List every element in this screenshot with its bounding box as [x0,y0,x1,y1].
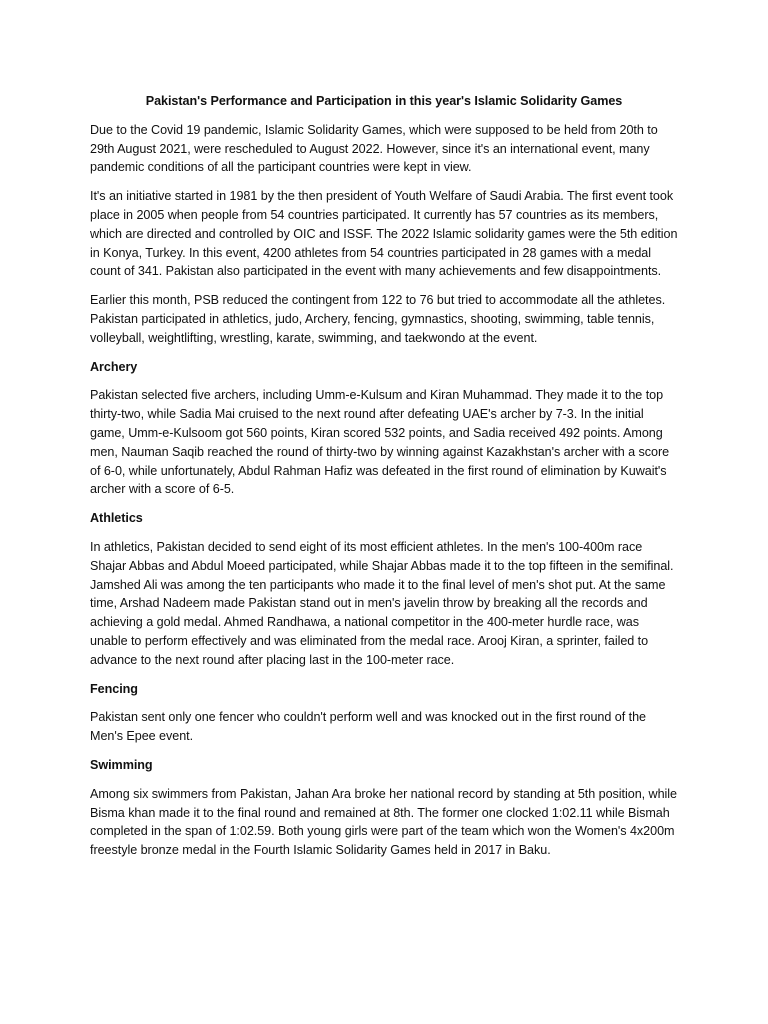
intro-paragraph-2: It's an initiative started in 1981 by the then president of Youth Welfare of Saudi Arabia. The first event took place in 2005 when people from 54 countries participated. It currently has 57 countries as its members, which are directed and controlled by OIC and ISSF. The 2022 Islamic solidarity games were the 5th edition in Konya, Turkey. In this event, 4200 athletes from 54 countries participated in 28 games with a medal count of 341. Pakistan also participated in the event with many achievements and few disappointments. [90,189,678,279]
section-heading-fencing: Fencing [90,681,138,696]
section-paragraph-swimming: Among six swimmers from Pakistan, Jahan Ara broke her national record by standing at 5th position, while Bisma khan made it to the final round and remained at 8th. The former one clocked 1:02.11 while Bismah completed in the span of 1:02.59. Both young girls were part of the team which won the Women's 4x200m freestyle bronze medal in the Fourth Islamic Solidarity Games held in 2017 in Baku. [90,786,677,858]
section-paragraph-archery: Pakistan selected five archers, including Umm-e-Kulsum and Kiran Muhammad. They made it to the top thirty-two, while Sadia Mai cruised to the next round after defeating UAE's archer by 7-3. In the initial game, Umm-e-Kulsoom got 560 points, Kiran scored 532 points, and Sadia received 492 points. Among men, Nauman Saqib reached the round of thirty-two by winning against Kazakhstan's archer with a score of 6-0, while unfortunately, Abdul Rahman Hafiz was defeated in the first round of elimination by Kuwait's archer with a score of 6-5. [90,388,670,497]
section-paragraph-athletics: In athletics, Pakistan decided to send eight of its most efficient athletes. In the men's 100-400m race Shajar Abbas and Abdul Moeed participated, while Shajar Abbas made it to the top fifteen in the semifinal. Jamshed Ali was among the ten participants who made it to the final level of men's shot put. At the same time, Arshad Nadeem made Pakistan stand out in men's javelin throw by breaking all the records and achieving a gold medal. Ahmed Randhawa, a national competitor in the 400-meter hurdle race, was unable to perform effectively and was eliminated from the medal race. Arooj Kiran, a sprinter, failed to advance to the next round after placing last in the 100-meter race. [90,539,674,667]
section-paragraph-fencing: Pakistan sent only one fencer who couldn't perform well and was knocked out in the first round of the Men's Epee event. [90,710,646,744]
intro-paragraph-1: Due to the Covid 19 pandemic, Islamic Solidarity Games, which were supposed to be held from 20th to 29th August 2021, were rescheduled to August 2022. However, since it's an international event, many pandemic conditions of all the participant countries were kept in view. [90,122,658,175]
intro-paragraph-3: Earlier this month, PSB reduced the contingent from 122 to 76 but tried to accommodate all the athletes. Pakistan participated in athletics, judo, Archery, fencing, gymnastics, shooting, swimming, table tennis, volleyball, weightlifting, wrestling, karate, swimming, and taekwondo at the event. [90,293,666,345]
document-body [90,92,678,870]
document-title: Pakistan's Performance and Participation in this year's Islamic Solidarity Games [145,94,623,108]
section-heading-archery: Archery [90,359,138,374]
section-heading-athletics: Athletics [90,511,143,526]
section-heading-swimming: Swimming [90,757,153,772]
